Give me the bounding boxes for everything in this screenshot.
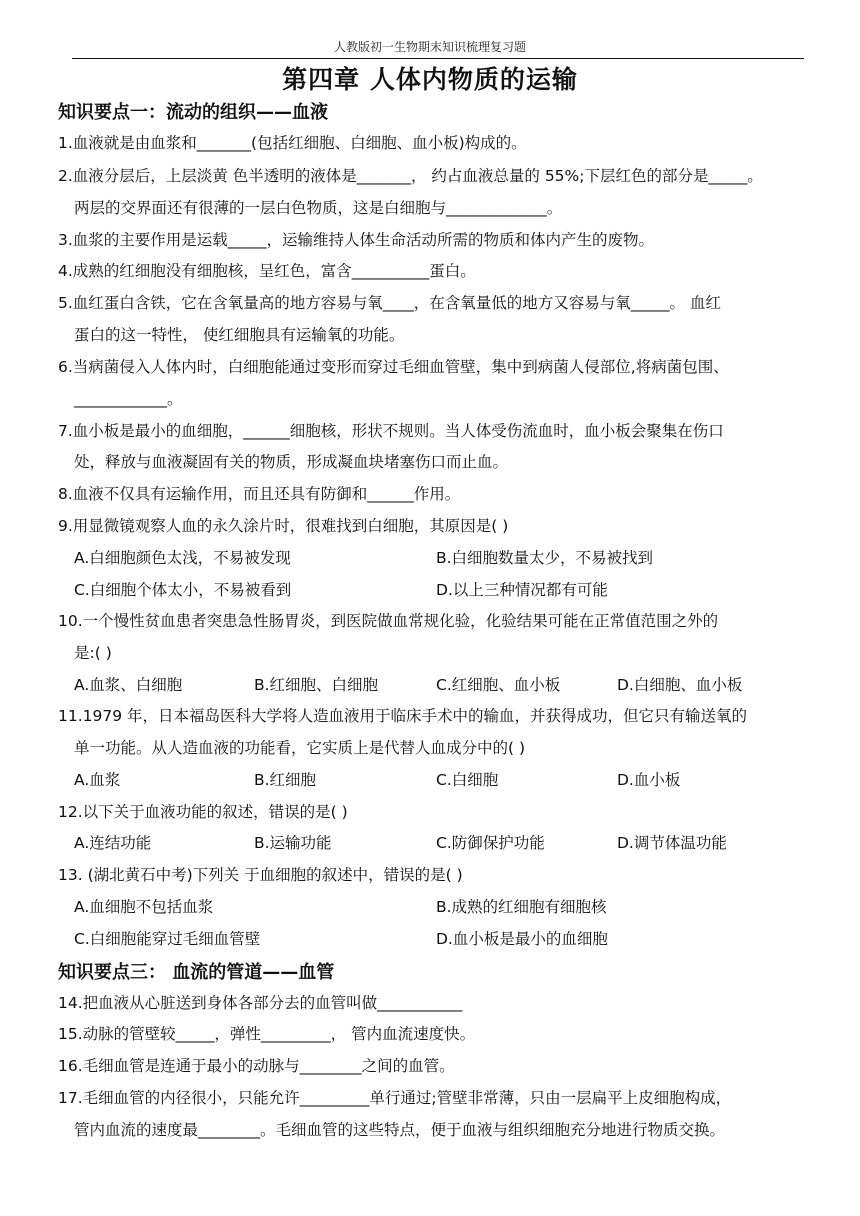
question-4: 4.成熟的红细胞没有细胞核，呈红色，富含__________蛋白。 [58,262,476,280]
question-10-stem-line-2: 是:( ) [74,644,112,662]
question-9-option-d: D.以上三种情况都有可能 [436,581,608,599]
question-17-line-1: 17.毛细血管的内径很小，只能允许_________单行通过;管壁非常薄，只由一层扁平上皮细胞构成， [58,1089,732,1107]
question-9-option-a: A.白细胞颜色太浅，不易被发现 [74,549,291,567]
question-10-option-c: C.红细胞、血小板 [436,676,561,694]
question-13-stem: 13. (湖北黄石中考)下列关 于血细胞的叙述中，错误的是( ) [58,866,463,884]
question-12-option-c: C.防御保护功能 [436,834,545,852]
question-6-line-1: 6.当病菌侵入人体内时，白细胞能通过变形而穿过毛细血管壁，集中到病菌人侵部位,将病菌包围、 [58,358,729,376]
question-12-option-a: A.连结功能 [74,834,152,852]
question-2-line-1: 2.血液分层后，上层淡黄 色半透明的液体是_______， 约占血液总量的 55%;下层红色的部分是_____。 [58,167,763,185]
question-2-line-2: 两层的交界面还有很薄的一层白色物质，这是白细胞与_____________。 [74,199,563,217]
question-10-option-a: A.血浆、白细胞 [74,676,183,694]
question-12-option-d: D.调节体温功能 [617,834,727,852]
question-11-option-b: B.红细胞 [254,771,317,789]
question-13-option-b: B.成熟的红细胞有细胞核 [436,898,607,916]
question-5-line-1: 5.血红蛋白含铁，它在含氧量高的地方容易与氧____，在含氧量低的地方又容易与氧_____。 血红 [58,294,721,312]
question-9-option-c: C.白细胞个体太小，不易被看到 [74,581,292,599]
section-heading-1: 知识要点一：流动的组织——血液 [58,102,328,123]
question-15: 15.动脉的管壁较_____，弹性_________， 管内血流速度快。 [58,1025,476,1043]
question-11-option-c: C.白细胞 [436,771,499,789]
chapter-title: 第四章 人体内物质的运输 [282,65,578,94]
question-12-option-b: B.运输功能 [254,834,332,852]
question-11-option-d: D.血小板 [617,771,681,789]
question-11-stem-line-2: 单一功能。从人造血液的功能看，它实质上是代替人血成分中的( ) [74,739,526,757]
question-11-option-a: A.血浆 [74,771,121,789]
question-13-option-d: D.血小板是最小的血细胞 [436,930,608,948]
question-13-option-c: C.白细胞能穿过毛细血管壁 [74,930,261,948]
question-3: 3.血浆的主要作用是运载_____，运输维持人体生命活动所需的物质和体内产生的废物。 [58,231,655,249]
question-10-option-b: B.红细胞、白细胞 [254,676,379,694]
question-8: 8.血液不仅具有运输作用，而且还具有防御和______作用。 [58,485,461,503]
question-6-line-2: ____________。 [74,390,183,408]
question-5-line-2: 蛋白的这一特性， 使红细胞具有运输氧的功能。 [74,326,405,344]
section-heading-3: 知识要点三： 血流的管道——血管 [58,962,335,983]
question-14: 14.把血液从心脏送到身体各部分去的血管叫做___________ [58,994,463,1012]
question-11-stem-line-1: 11.1979 年，日本福岛医科大学将人造血液用于临床手术中的输血，并获得成功，但它只有输送氧的 [58,707,748,725]
question-1: 1.血液就是由血浆和_______(包括红细胞、白细胞、血小板)构成的。 [58,134,527,152]
question-7-line-2: 处，释放与血液凝固有关的物质，形成凝血块堵塞伤口而止血。 [74,453,509,471]
question-13-option-a: A.血细胞不包括血浆 [74,898,214,916]
question-9-stem: 9.用显微镜观察人血的永久涂片时，很难找到白细胞，其原因是( ) [58,517,509,535]
header-rule [72,58,804,59]
question-10-option-d: D.白细胞、血小板 [617,676,743,694]
question-10-stem-line-1: 10.一个慢性贫血患者突患急性肠胃炎，到医院做血常规化验，化验结果可能在正常值范围之外的 [58,612,719,630]
question-7-line-1: 7.血小板是最小的血细胞，______细胞核，形状不规则。当人体受伤流血时，血小板会聚集在伤口 [58,422,724,440]
question-12-stem: 12.以下关于血液功能的叙述，错误的是( ) [58,803,348,821]
question-9-option-b: B.白细胞数量太少，不易被找到 [436,549,654,567]
running-header: 人教版初一生物期末知识梳理复习题 [333,40,526,54]
question-17-line-2: 管内血流的速度最________。毛细血管的这些特点，便于血液与组织细胞充分地进行物质交换。 [74,1121,726,1139]
question-16: 16.毛细血管是连通于最小的动脉与________之间的血管。 [58,1057,455,1075]
